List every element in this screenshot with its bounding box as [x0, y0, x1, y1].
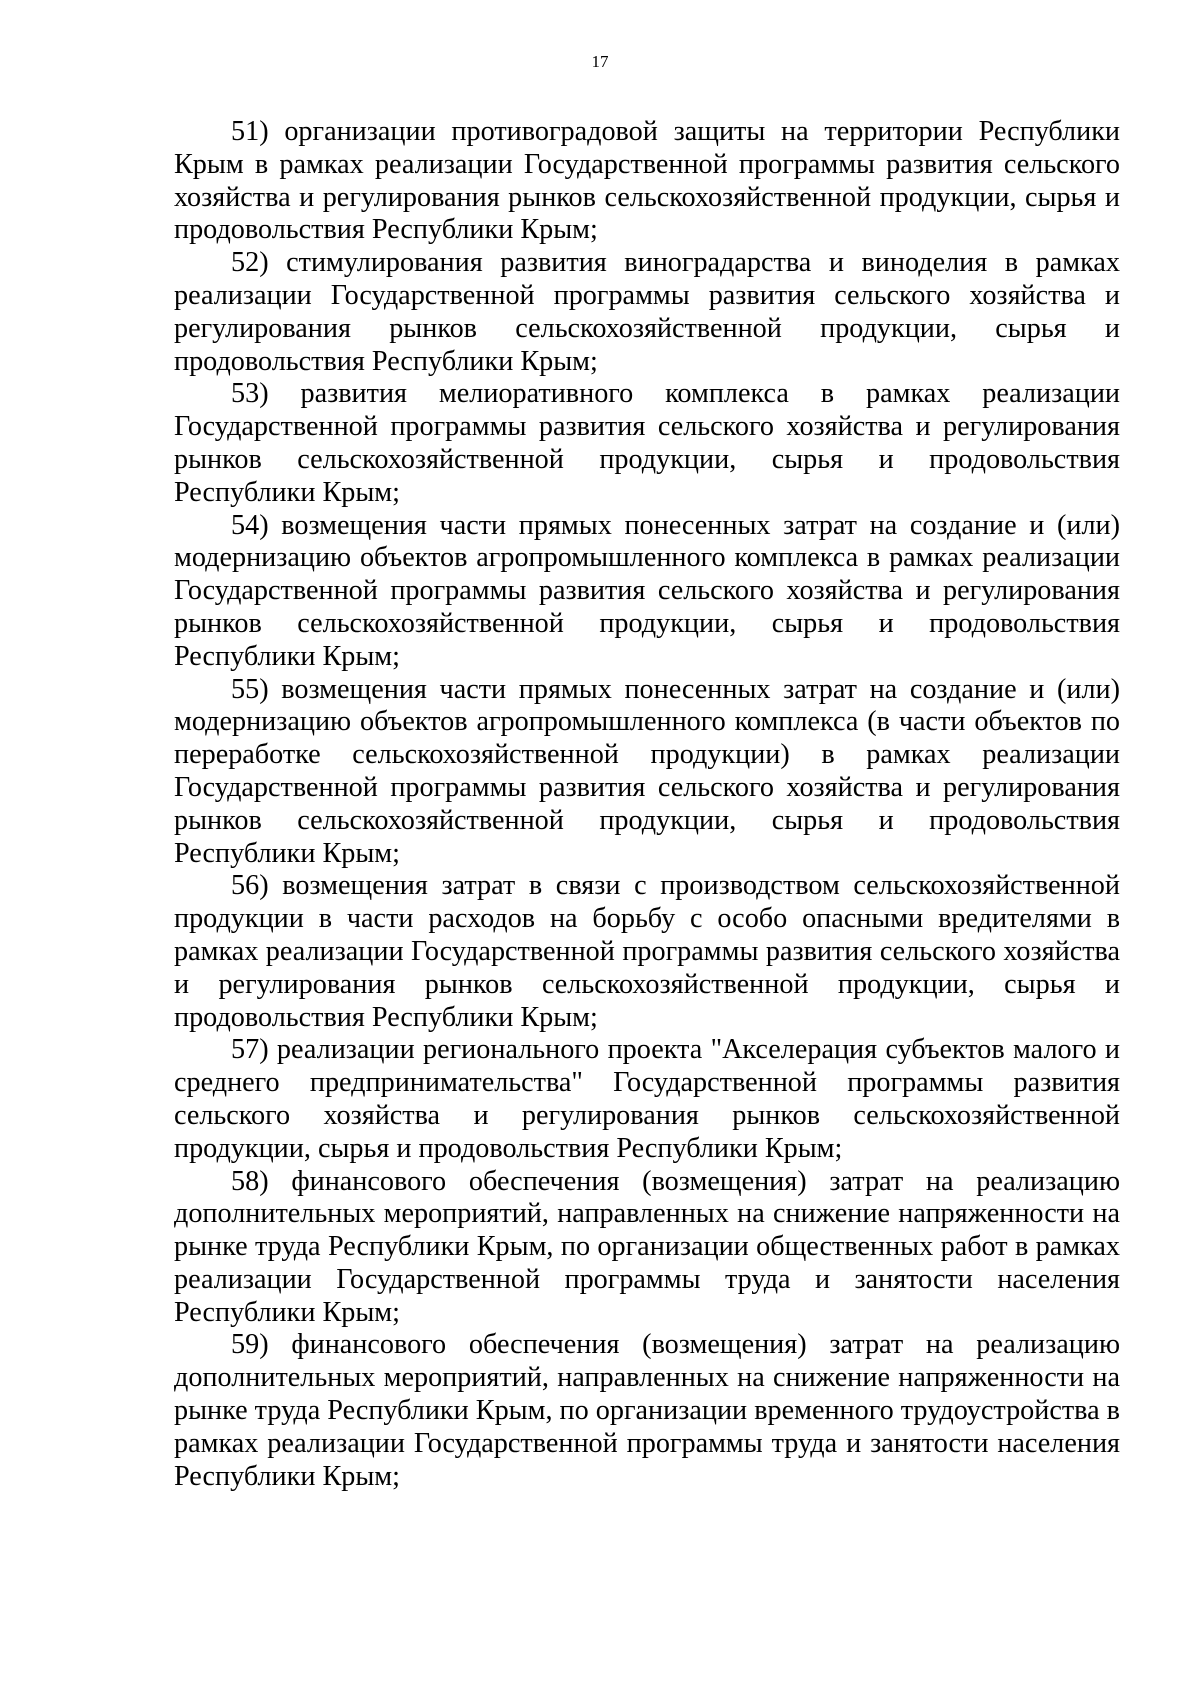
list-item-53: 53) развития мелиоративного комплекса в рамках реализации Государственной программы развития сельского хозяйства и регулирования рынков сельскохозяйственной продукции, сырья и продовольствия Республики Крым;	[174, 378, 1120, 508]
list-item-54: 54) возмещения части прямых понесенных затрат на создание и (или) модернизацию объектов агропромышленного комплекса в рамках реализации Государственной программы развития сельского хозяйства и регулирования рынков сельскохозяйственной продукции, сырья и продовольствия Республики Крым;	[174, 509, 1120, 672]
list-item-56: 56) возмещения затрат в связи с производством сельскохозяйственной продукции в части расходов на борьбу с особо опасными вредителями в рамках реализации Государственной программы развития сельского хозяйства и регулирования рынков сельскохозяйственной продукции, сырья и продовольствия Республики Крым;	[174, 870, 1120, 1033]
list-item-52: 52) стимулирования развития виноградарства и виноделия в рамках реализации Государственной программы развития сельского хозяйства и регулирования рынков сельскохозяйственной продукции, сырья и продовольствия Республики Крым;	[174, 247, 1120, 377]
list-item-59: 59) финансового обеспечения (возмещения) затрат на реализацию дополнительных мероприятий, направленных на снижение напряженности на рынке труда Республики Крым, по организации временного трудоустройства в рамках реализации Государственной программы труда и занятости населения Республики Крым;	[174, 1329, 1120, 1492]
list-item-55: 55) возмещения части прямых понесенных затрат на создание и (или) модернизацию объектов агропромышленного комплекса (в части объектов по переработке сельскохозяйственной продукции) в рамках реализации Государственной программы развития сельского хозяйства и регулирования рынков сельскохозяйственной продукции, сырья и продовольствия Республики Крым;	[174, 673, 1120, 869]
page-number: 17	[591, 52, 609, 71]
list-item-58: 58) финансового обеспечения (возмещения) затрат на реализацию дополнительных мероприятий, направленных на снижение напряженности на рынке труда Республики Крым, по организации общественных работ в рамках реализации Государственной программы труда и занятости населения Республики Крым;	[174, 1165, 1120, 1328]
list-item-57: 57) реализации регионального проекта "Акселерация субъектов малого и среднего предпринимательства" Государственной программы развития сельского хозяйства и регулирования рынков сельскохозяйственной продукции, сырья и продовольствия Республики Крым;	[174, 1034, 1120, 1164]
document-body	[174, 116, 1120, 1493]
list-item-51: 51) организации противоградовой защиты на территории Республики Крым в рамках реализации Государственной программы развития сельского хозяйства и регулирования рынков сельскохозяйственной продукции, сырья и продовольствия Республики Крым;	[174, 116, 1120, 246]
